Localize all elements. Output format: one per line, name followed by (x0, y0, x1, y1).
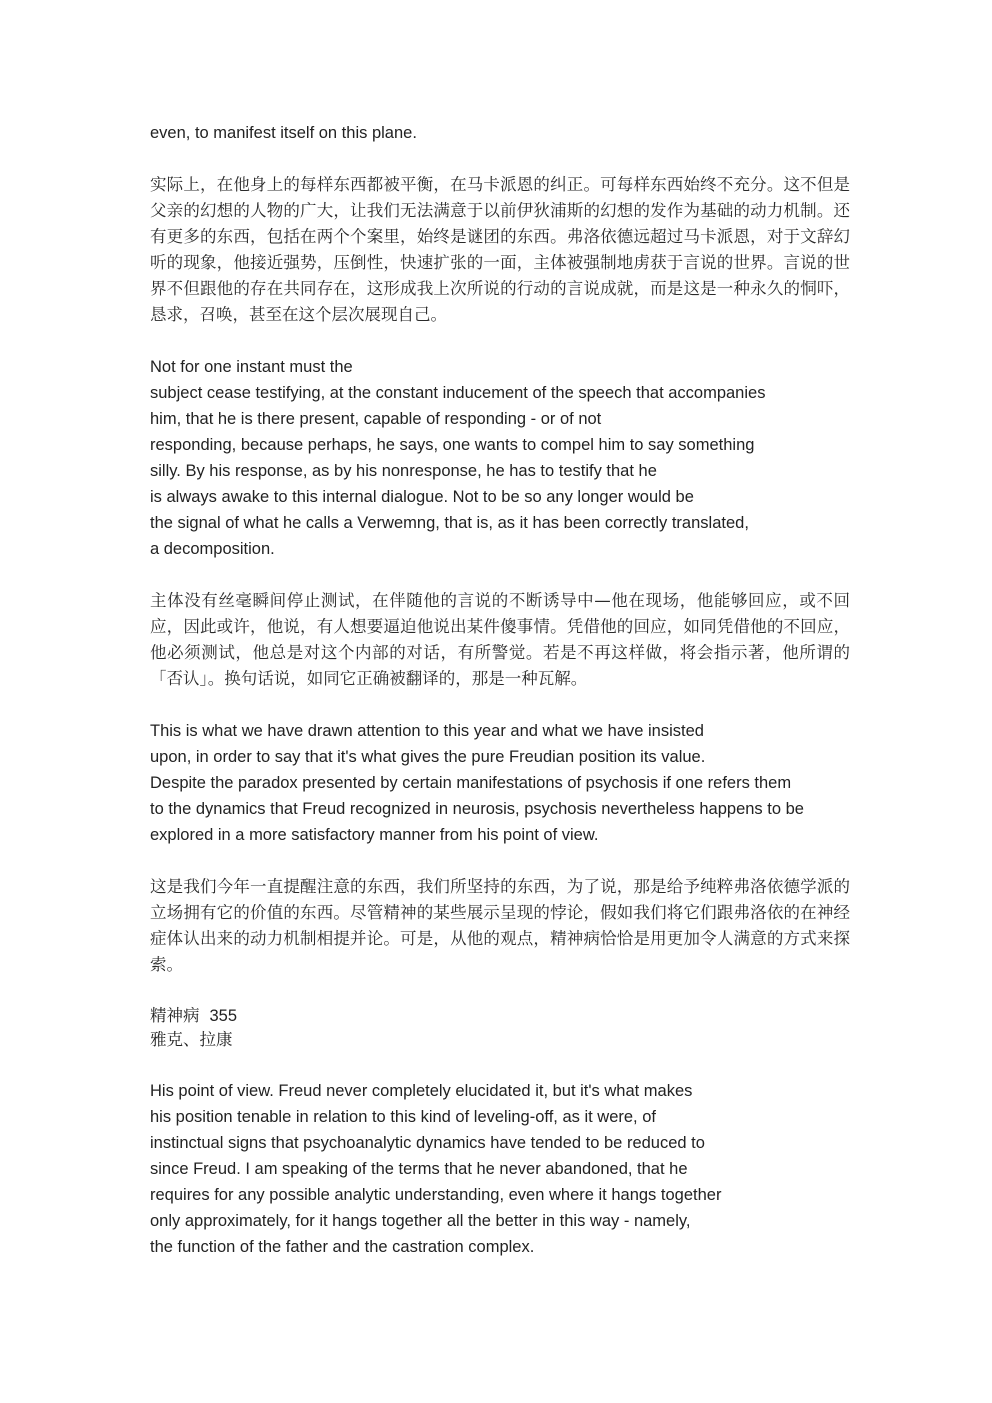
text-line: the function of the father and the castration complex. (150, 1238, 535, 1256)
text-line: to the dynamics that Freud recognized in neurosis, psychosis nevertheless happens to be (150, 800, 804, 818)
text-line: him, that he is there present, capable of responding - or of not (150, 410, 602, 428)
text-line: only approximately, for it hangs together all the better in this way - namely, (150, 1212, 691, 1230)
chinese-paragraph-3: 这是我们今年一直提醒注意的东西，我们所坚持的东西，为了说，那是给予纯粹弗洛依德学派的立场拥有它的价值的东西。尽管精神的某些展示呈现的悖论，假如我们将它们跟弗洛依的在神经症体认出来的动力机制相提并论。可是，从他的观点，精神病恰恰是用更加令人满意的方式来探索。 (150, 877, 850, 974)
text-line: upon, in order to say that it's what gives the pure Freudian position its value. (150, 748, 706, 766)
text-line: This is what we have drawn attention to this year and what we have insisted (150, 722, 704, 740)
text-line: instinctual signs that psychoanalytic dynamics have tended to be reduced to (150, 1134, 705, 1152)
english-paragraph-4 (150, 1078, 850, 1260)
text-line: responding, because perhaps, he says, one wants to compel him to say something (150, 436, 755, 454)
document-page (150, 120, 850, 1260)
running-header-title: 精神病 (150, 1006, 200, 1025)
text-line: since Freud. I am speaking of the terms that he never abandoned, that he (150, 1160, 688, 1178)
running-header-author: 雅克、拉康 (150, 1030, 233, 1049)
text-line: explored in a more satisfactory manner from his point of view. (150, 826, 599, 844)
english-paragraph-1 (150, 120, 850, 146)
english-paragraph-3 (150, 718, 850, 848)
english-paragraph-2 (150, 354, 850, 562)
text-line: a decomposition. (150, 540, 275, 558)
chinese-paragraph-2: 主体没有丝毫瞬间停止测试，在伴随他的言说的不断诱导中—他在现场，他能够回应，或不回应，因此或许，他说，有人想要逼迫他说出某件傻事情。凭借他的回应，如同凭借他的不回应，他必须测试，他总是对这个内部的对话，有所警觉。若是不再这样做，将会指示著，他所谓的「否认」。换句话说，如同它正确被翻译的，那是一种瓦解。 (150, 591, 850, 688)
running-header (150, 1004, 850, 1052)
text-line: is always awake to this internal dialogue. Not to be so any longer would be (150, 488, 694, 506)
text-line: the signal of what he calls a Verwemng, that is, as it has been correctly translated, (150, 514, 749, 532)
text-line: subject cease testifying, at the constant inducement of the speech that accompanies (150, 384, 766, 402)
page-number: 355 (209, 1007, 238, 1025)
chinese-paragraph-1: 实际上，在他身上的每样东西都被平衡，在马卡派恩的纠正。可每样东西始终不充分。这不但是父亲的幻想的人物的广大，让我们无法满意于以前伊狄浦斯的幻想的发作为基础的动力机制。还有更多的东西，包括在两个个案里，始终是谜团的东西。弗洛依德远超过马卡派恩，对于文辞幻听的现象，他接近强势，压倒性，快速扩张的一面，主体被强制地虏获于言说的世界。言说的世界不但跟他的存在共同存在，这形成我上次所说的行动的言说成就，而是这是一种永久的恫吓，恳求，召唤，甚至在这个层次展现自己。 (150, 175, 850, 324)
text-line: Not for one instant must the (150, 358, 353, 376)
text-line: silly. By his response, as by his nonresponse, he has to testify that he (150, 462, 657, 480)
text-line: requires for any possible analytic understanding, even where it hangs together (150, 1186, 722, 1204)
text-line: his position tenable in relation to this kind of leveling-off, as it were, of (150, 1108, 656, 1126)
text-line: Despite the paradox presented by certain manifestations of psychosis if one refers them (150, 774, 792, 792)
text-line: even, to manifest itself on this plane. (150, 124, 417, 142)
text-line: His point of view. Freud never completely elucidated it, but it's what makes (150, 1082, 693, 1100)
